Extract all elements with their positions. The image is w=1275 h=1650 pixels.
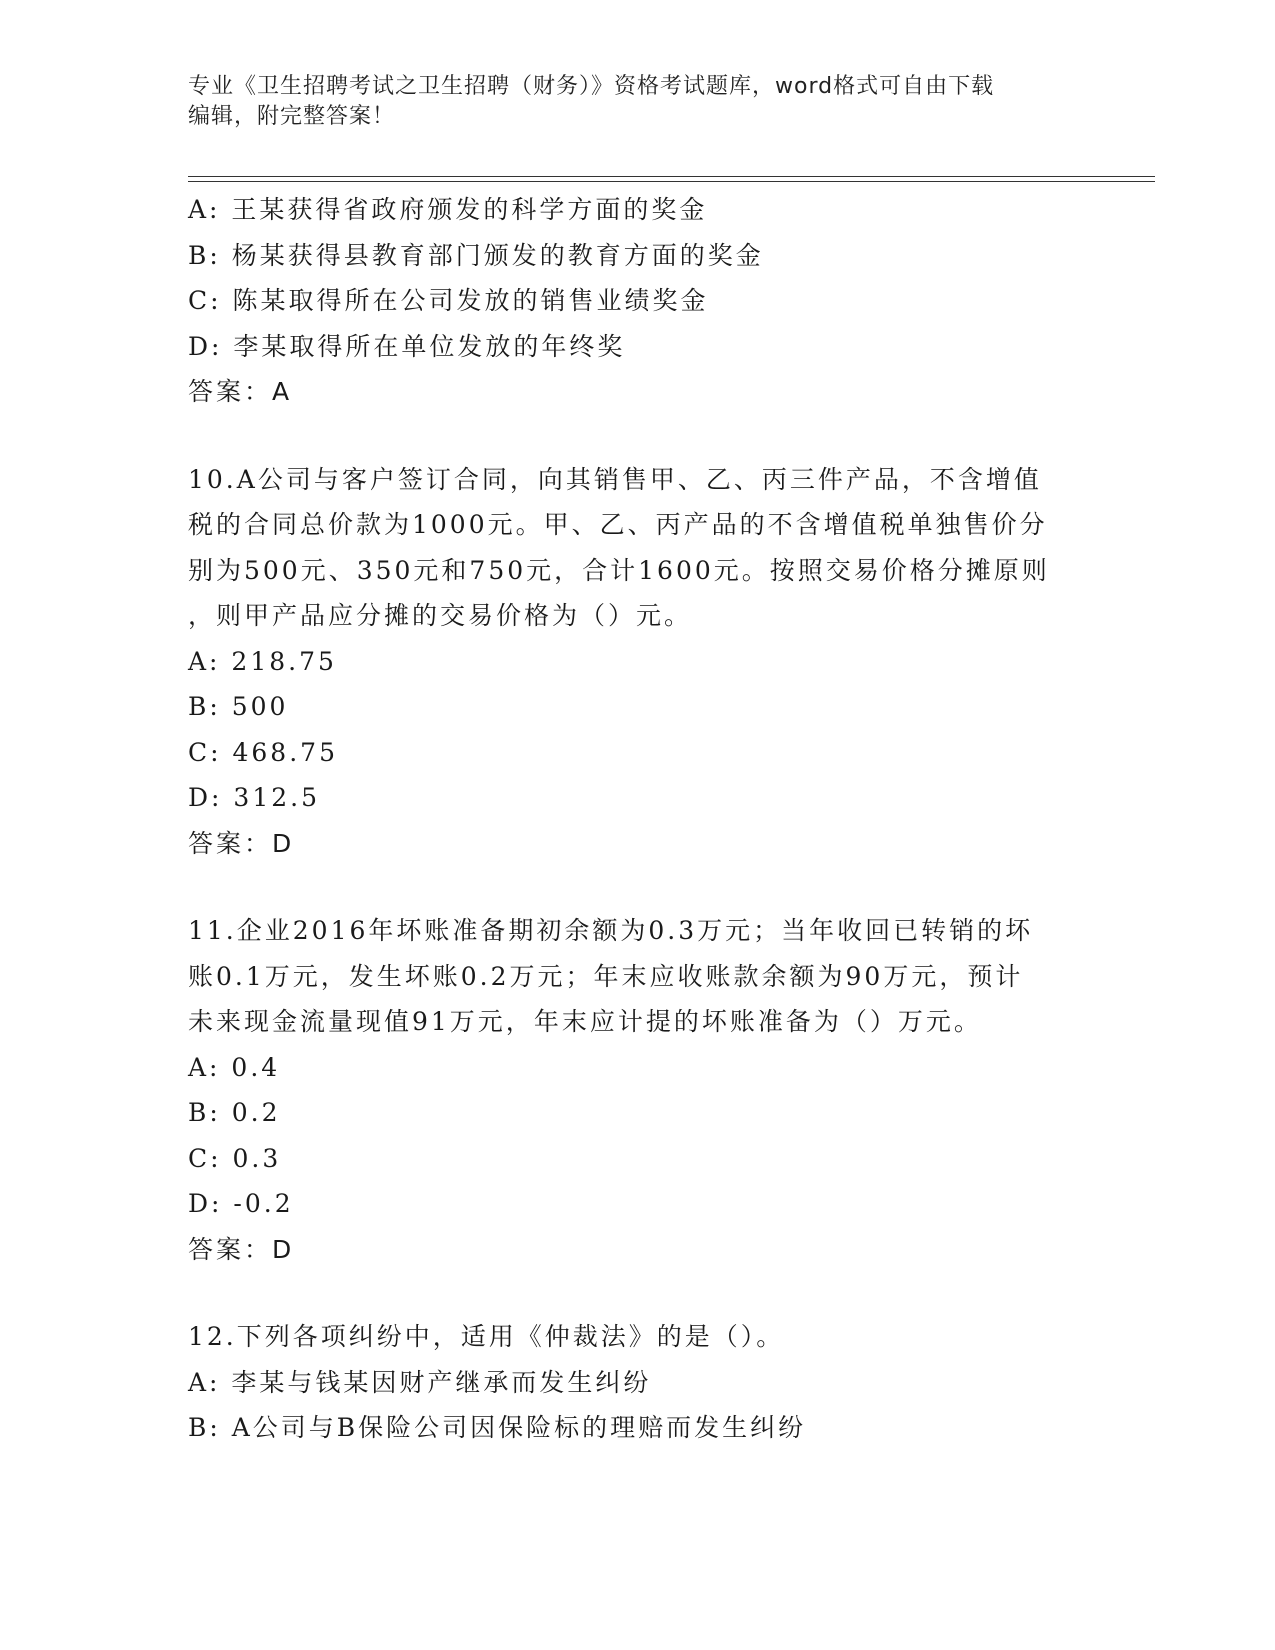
answer-label: 答案：D	[188, 828, 295, 858]
stem-line: 11.企业2016年坏账准备期初余额为0.3万元；当年收回已转销的坏	[188, 916, 1034, 945]
option-a: A: 0.4	[188, 1052, 281, 1082]
stem-line: 未来现金流量现值91万元，年末应计提的坏账准备为（）万元。	[188, 1007, 982, 1036]
stem-line: 账0.1万元，发生坏账0.2万元；年末应收账款余额为90万元，预计	[188, 961, 1024, 991]
stem-line: 12.下列各项纠纷中，适用《仲裁法》的是（）。	[188, 1322, 785, 1351]
option-a: A: 李某与钱某因财产继承而发生纠纷	[188, 1367, 652, 1397]
option-c: C: 陈某取得所在公司发放的销售业绩奖金	[188, 286, 709, 315]
question-10	[188, 457, 1088, 867]
question-12	[188, 1314, 1088, 1451]
question-9	[188, 187, 1088, 415]
question-11	[188, 908, 1088, 1272]
option-a: A: 王某获得省政府颁发的科学方面的奖金	[188, 195, 708, 224]
question-list	[188, 187, 1088, 1451]
option-c: C: 468.75	[188, 737, 338, 767]
header-rule-top	[188, 176, 1155, 177]
option-d: D: 312.5	[188, 783, 320, 812]
stem-line: 10.A公司与客户签订合同，向其销售甲、乙、丙三件产品，不含增值	[188, 464, 1042, 494]
option-d: D: 李某取得所在单位发放的年终奖	[188, 331, 626, 361]
header-line-2: 编辑，附完整答案！	[188, 104, 396, 129]
option-a: A: 218.75	[188, 646, 337, 676]
option-b: B: 0.2	[188, 1098, 281, 1127]
question-stem	[188, 908, 1088, 1045]
option-b: B: 500	[188, 692, 289, 721]
option-b: B: 杨某获得县教育部门颁发的教育方面的奖金	[188, 240, 764, 270]
answer-label: 答案：D	[188, 1234, 295, 1264]
answer-label: 答案：A	[188, 377, 293, 406]
document-header	[188, 72, 1088, 132]
stem-line: 税的合同总价款为1000元。甲、乙、丙产品的不含增值税单独售价分	[188, 510, 1048, 539]
question-stem	[188, 457, 1088, 639]
option-c: C: 0.3	[188, 1143, 282, 1173]
header-rule-bottom	[188, 181, 1155, 182]
option-d: D: -0.2	[188, 1189, 294, 1218]
stem-line: 别为500元、350元和750元，合计1600元。按照交易价格分摊原则	[188, 555, 1050, 585]
option-b: B: A公司与B保险公司因保险标的理赔而发生纠纷	[188, 1413, 807, 1442]
question-stem	[188, 1314, 1088, 1360]
header-line-1: 专业《卫生招聘考试之卫生招聘（财务）》资格考试题库，word格式可自由下载	[188, 74, 995, 99]
stem-line: ，则甲产品应分摊的交易价格为（）元。	[188, 601, 693, 630]
